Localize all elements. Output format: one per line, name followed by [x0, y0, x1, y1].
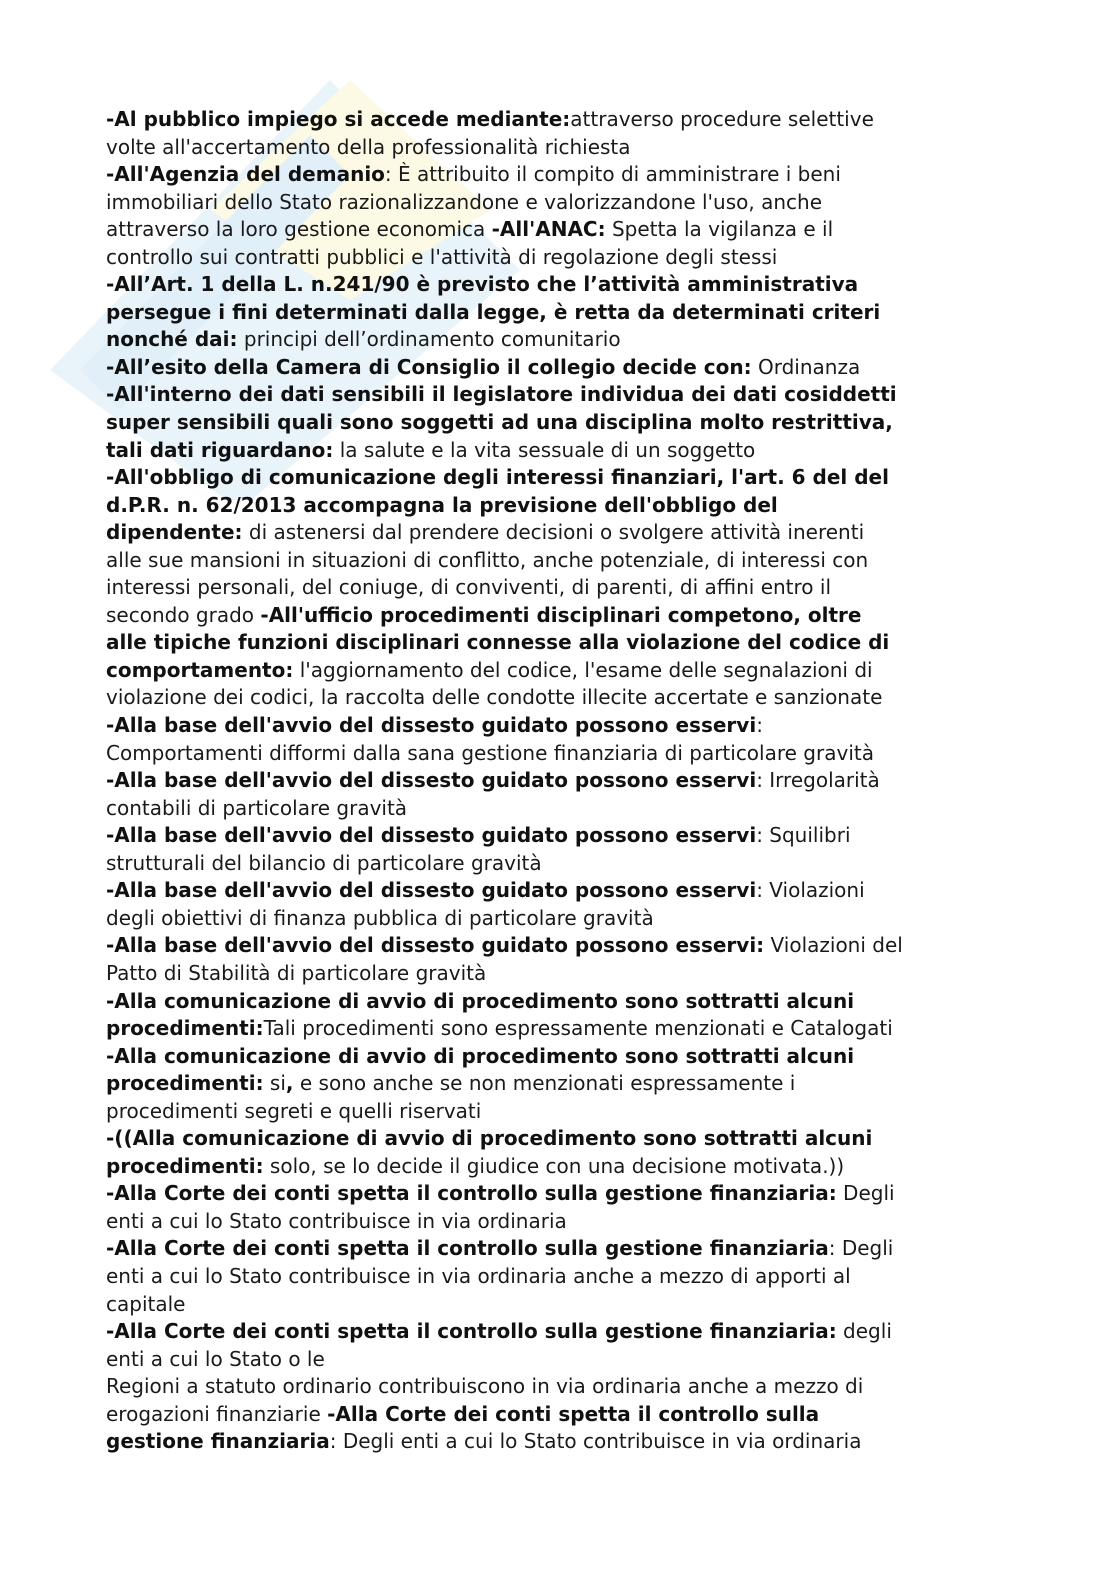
text-line — [106, 381, 1006, 409]
text-line — [106, 492, 1006, 520]
question-text: -Al pubblico impiego si accede mediante: — [106, 107, 571, 131]
question-text: d.P.R. n. 62/2013 accompagna la previsione dell'obbligo del — [106, 492, 778, 517]
question-text: -All’esito della Camera di Consiglio il collegio decide con: — [106, 354, 752, 379]
question-text: tali dati riguardano: — [106, 437, 334, 462]
question-text: persegue i fini determinati dalla legge, è retta da determinati criteri — [106, 299, 881, 324]
answer-text: : — [756, 713, 763, 738]
answer-text: interessi personali, del coniuge, di conviventi, di parenti, di affini entro il — [106, 575, 832, 600]
question-text: -Alla Corte dei conti spetta il controllo sulla gestione finanziaria — [106, 1236, 829, 1261]
text-line — [106, 1208, 1006, 1236]
answer-text: enti a cui lo Stato o le — [106, 1346, 325, 1371]
answer-text: enti a cui lo Stato contribuisce in via ordinaria — [106, 1208, 567, 1233]
answer-text: : È attribuito il compito di amministrare i beni — [384, 162, 841, 187]
question-text: -Alla comunicazione di avvio di procedimento sono sottratti alcuni — [106, 988, 855, 1013]
answer-text: degli obiettivi di finanza pubblica di particolare gravità — [106, 905, 654, 930]
document-body — [106, 106, 1006, 1456]
answer-text: : Violazioni — [756, 878, 865, 903]
answer-text: secondo grado — [106, 602, 261, 627]
question-text: -Alla base dell'avvio del dissesto guidato possono esservi — [106, 878, 757, 903]
text-line — [106, 299, 1006, 327]
answer-text: immobiliari dello Stato razionalizzandone e valorizzandone l'uso, anche — [106, 189, 822, 214]
question-text: procedimenti: — [106, 1071, 264, 1096]
answer-text: Comportamenti difformi dalla sana gestione finanziaria di particolare gravità — [106, 740, 874, 765]
text-line — [106, 629, 1006, 657]
text-line — [106, 795, 1006, 823]
text-line — [106, 271, 1006, 299]
answer-text: procedimenti segreti e quelli riservati — [106, 1098, 482, 1123]
text-line — [106, 1015, 1006, 1043]
text-line — [106, 1263, 1006, 1291]
answer-text: controllo sui contratti pubblici e l'attività di regolazione degli stessi — [106, 244, 778, 269]
answer-text: contabili di particolare gravità — [106, 795, 408, 820]
text-line — [106, 216, 1006, 244]
answer-text: : Irregolarità — [756, 768, 880, 793]
text-line — [106, 822, 1006, 850]
answer-text: solo, se lo decide il giudice con una decisione motivata.)) — [263, 1153, 845, 1178]
question-text: -Alla Corte dei conti spetta il controllo sulla — [327, 1401, 820, 1426]
answer-text: alle sue mansioni in situazioni di conflitto, anche potenziale, di interessi con — [106, 547, 869, 572]
text-line — [106, 134, 1006, 162]
question-text: -Alla base dell'avvio del dissesto guidato possono esservi — [106, 823, 757, 848]
text-line — [106, 1346, 1006, 1374]
text-line — [106, 1125, 1006, 1153]
answer-text: attraverso la loro gestione economica — [106, 217, 492, 242]
answer-text: di astenersi dal prendere decisioni o svolgere attività inerenti — [242, 520, 865, 545]
answer-text: Regioni a statuto ordinario contribuiscono in via ordinaria anche a mezzo di — [106, 1374, 864, 1399]
question-text: -Alla base dell'avvio del dissesto guidato possono esservi: — [106, 933, 765, 958]
answer-text: violazione dei codici, la raccolta delle condotte illecite accertate e sanzionate — [106, 685, 883, 710]
text-line — [106, 767, 1006, 795]
text-line — [106, 1291, 1006, 1319]
question-text: -Alla Corte dei conti spetta il controllo sulla gestione finanziaria: — [106, 1181, 837, 1206]
question-text: -All'ANAC: — [491, 217, 606, 242]
question-text: alle tipiche funzioni disciplinari connesse alla violazione del codice di — [106, 630, 890, 655]
question-text: -((Alla comunicazione di avvio di procedimento sono sottratti alcuni — [106, 1126, 873, 1151]
text-line — [106, 960, 1006, 988]
text-line — [106, 1428, 1006, 1456]
question-text: -All'Agenzia del demanio — [106, 162, 385, 187]
question-text: super sensibili quali sono soggetti ad una disciplina molto restrittiva, — [106, 410, 893, 435]
text-line — [106, 1401, 1006, 1429]
text-line — [106, 1070, 1006, 1098]
text-line — [106, 988, 1006, 1016]
text-line — [106, 464, 1006, 492]
text-line — [106, 1318, 1006, 1346]
text-line — [106, 1235, 1006, 1263]
answer-text: Violazioni del — [764, 933, 903, 958]
answer-text: : Degli — [828, 1236, 894, 1261]
text-line — [106, 437, 1006, 465]
text-line — [106, 905, 1006, 933]
text-line — [106, 712, 1006, 740]
question-text: nonché dai: — [106, 327, 238, 352]
answer-text: Patto di Stabilità di particolare gravità — [106, 960, 487, 985]
answer-text: Tali procedimenti sono espressamente menzionati e Catalogati — [263, 1016, 893, 1041]
answer-text: Degli — [836, 1181, 895, 1206]
text-line — [106, 574, 1006, 602]
text-line — [106, 684, 1006, 712]
text-line — [106, 1180, 1006, 1208]
question-text: -All'obbligo di comunicazione degli interessi finanziari, l'art. 6 del del — [106, 465, 889, 490]
question-text: -All'ufficio procedimenti disciplinari competono, oltre — [260, 602, 862, 627]
text-line — [106, 740, 1006, 768]
question-text: -Alla comunicazione di avvio di procedimento sono sottratti alcuni — [106, 1043, 855, 1068]
question-text: -Alla base dell'avvio del dissesto guidato possono esservi — [106, 713, 757, 738]
question-text: -Alla Corte dei conti spetta il controllo sulla gestione finanziaria: — [106, 1319, 837, 1344]
question-text: procedimenti: — [106, 1016, 264, 1041]
answer-text: : Degli enti a cui lo Stato contribuisce in via ordinaria — [329, 1429, 862, 1454]
question-text: -All’Art. 1 della L. n.241/90 è previsto che l’attività amministrativa — [106, 272, 859, 297]
text-line — [106, 657, 1006, 685]
answer-text: la salute e la vita sessuale di un soggetto — [333, 437, 756, 462]
answer-text: Spetta la vigilanza e il — [605, 217, 834, 242]
text-line — [106, 602, 1006, 630]
answer-text: degli — [836, 1319, 892, 1344]
text-line — [106, 850, 1006, 878]
answer-text: erogazioni finanziarie — [106, 1401, 328, 1426]
question-text: -Alla base dell'avvio del dissesto guidato possono esservi — [106, 768, 757, 793]
text-line — [106, 354, 1006, 382]
question-text: -All'interno dei dati sensibili il legislatore individua dei dati cosiddetti — [106, 382, 897, 407]
question-text: , — [285, 1071, 294, 1096]
text-line — [106, 1373, 1006, 1401]
text-line — [106, 932, 1006, 960]
answer-text: si — [263, 1071, 286, 1096]
text-line — [106, 877, 1006, 905]
answer-text: attraverso procedure selettive — [570, 107, 874, 131]
answer-text: strutturali del bilancio di particolare gravità — [106, 850, 542, 875]
answer-text: capitale — [106, 1291, 186, 1316]
answer-text: enti a cui lo Stato contribuisce in via ordinaria anche a mezzo di apporti al — [106, 1263, 851, 1288]
text-line — [106, 1043, 1006, 1071]
text-line — [106, 161, 1006, 189]
question-text: procedimenti: — [106, 1153, 264, 1178]
answer-text: e sono anche se non menzionati espressamente i — [293, 1071, 796, 1096]
answer-text: Ordinanza — [751, 354, 861, 379]
text-line — [106, 189, 1006, 217]
text-line — [106, 326, 1006, 354]
answer-text: principi dell’ordinamento comunitario — [237, 327, 621, 352]
text-line — [106, 244, 1006, 272]
question-text: dipendente: — [106, 520, 243, 545]
text-line — [106, 547, 1006, 575]
text-line — [106, 519, 1006, 547]
question-text: comportamento: — [106, 657, 294, 682]
text-line — [106, 1153, 1006, 1181]
answer-text: l'aggiornamento del codice, l'esame delle segnalazioni di — [293, 657, 873, 682]
text-line — [106, 1098, 1006, 1126]
question-text: gestione finanziaria — [106, 1429, 330, 1454]
answer-text: : Squilibri — [756, 823, 851, 848]
text-line — [106, 409, 1006, 437]
answer-text: volte all'accertamento della professionalità richiesta — [106, 134, 631, 159]
text-line — [106, 106, 1006, 134]
